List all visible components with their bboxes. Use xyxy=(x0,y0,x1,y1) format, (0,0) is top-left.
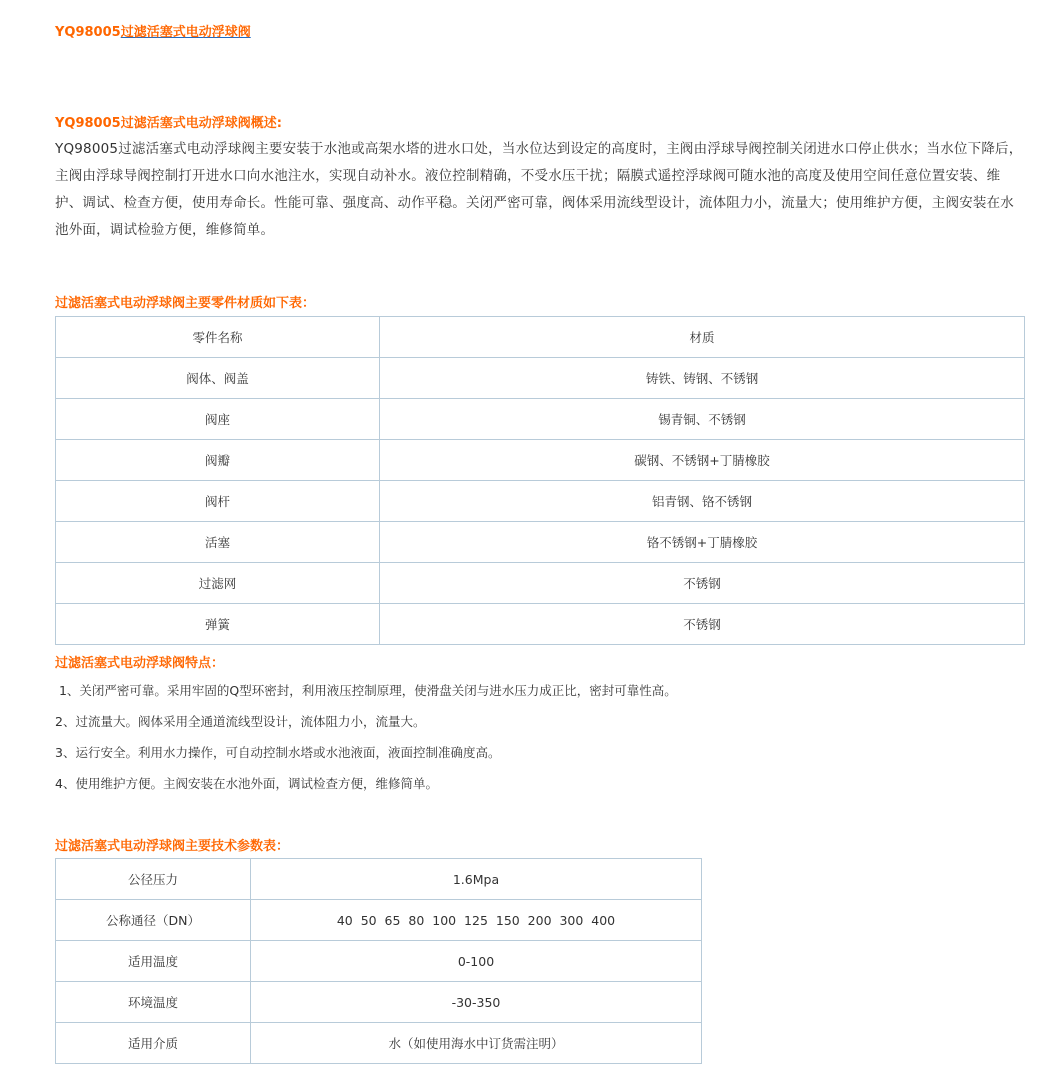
spec-value-cell: 40 50 65 80 100 125 150 200 300 400 xyxy=(251,900,702,941)
table-row xyxy=(56,522,1025,563)
header-part-name: 零件名称 xyxy=(56,317,380,358)
spec-value-cell: 1.6Mpa xyxy=(251,859,702,900)
spec-value-cell: -30-350 xyxy=(251,982,702,1023)
specs-heading: 过滤活塞式电动浮球阀主要技术参数表： xyxy=(55,839,290,854)
feature-item: 2、过流量大。阀体采用全通道流线型设计，流体阻力小，流量大。 xyxy=(55,714,426,729)
table-row xyxy=(56,440,1025,481)
material-cell: 铝青钢、铬不锈钢 xyxy=(380,481,1025,522)
table-row xyxy=(56,859,702,900)
part-name-cell: 活塞 xyxy=(56,522,380,563)
features-heading: 过滤活塞式电动浮球阀特点： xyxy=(55,656,225,671)
part-name-cell: 阀杆 xyxy=(56,481,380,522)
table-row xyxy=(56,399,1025,440)
material-cell: 铬不锈钢+丁腈橡胶 xyxy=(380,522,1025,563)
table-row xyxy=(56,982,702,1023)
spec-label-cell: 适用温度 xyxy=(56,941,251,982)
table-row xyxy=(56,358,1025,399)
materials-table xyxy=(55,316,1025,645)
table-row xyxy=(56,941,702,982)
table-row xyxy=(56,563,1025,604)
header-material: 材质 xyxy=(380,317,1025,358)
part-name-cell: 弹簧 xyxy=(56,604,380,645)
table-row xyxy=(56,604,1025,645)
table-header-row xyxy=(56,317,1025,358)
overview-paragraph: YQ98005过滤活塞式电动浮球阀主要安装于水池或高架水塔的进水口处，当水位达到设定的高度时，主阀由浮球导阀控制关闭进水口停止供水；当水位下降后，主阀由浮球导阀控制打开进水口向水池注水，实现自动补水。液位控制精确，不受水压干扰；隔膜式遥控浮球阀可随水池的高度及使用空间任意位置安装、维护、调试、检查方便，使用寿命长。性能可靠、强度高、动作平稳。关闭严密可靠，阀体采用流线型设计，流体阻力小，流量大；使用维护方便，主阀安装在水池外面，调试检验方便，维修简单。 xyxy=(55,141,1023,238)
material-cell: 不锈钢 xyxy=(380,563,1025,604)
feature-item: 3、运行安全。利用水力操作，可自动控制水塔或水池液面，液面控制准确度高。 xyxy=(55,745,501,760)
spec-label-cell: 公径压力 xyxy=(56,859,251,900)
part-name-cell: 阀座 xyxy=(56,399,380,440)
title-link[interactable]: 过滤活塞式电动浮球阀 xyxy=(120,25,251,40)
part-name-cell: 过滤网 xyxy=(56,563,380,604)
feature-item: 4、使用维护方便。主阀安装在水池外面，调试检查方便，维修简单。 xyxy=(55,776,438,791)
spec-value-cell: 0-100 xyxy=(251,941,702,982)
title-prefix: YQ98005 xyxy=(55,25,121,40)
material-cell: 铸铁、铸钢、不锈钢 xyxy=(380,358,1025,399)
part-name-cell: 阀体、阀盖 xyxy=(56,358,380,399)
spec-label-cell: 环境温度 xyxy=(56,982,251,1023)
spec-label-cell: 公称通径（DN） xyxy=(56,900,251,941)
materials-heading: 过滤活塞式电动浮球阀主要零件材质如下表： xyxy=(55,296,316,311)
table-row xyxy=(56,481,1025,522)
overview-heading: YQ98005过滤活塞式电动浮球阀概述: xyxy=(55,116,282,131)
specs-table xyxy=(55,858,702,1064)
feature-item: 1、关闭严密可靠。采用牢固的Q型环密封，利用液压控制原理，使滑盘关闭与进水压力成正比，密封可靠性高。 xyxy=(55,683,677,698)
table-row xyxy=(56,1023,702,1064)
material-cell: 锡青铜、不锈钢 xyxy=(380,399,1025,440)
table-row xyxy=(56,900,702,941)
page-title xyxy=(55,21,251,40)
material-cell: 不锈钢 xyxy=(380,604,1025,645)
spec-value-cell: 水（如使用海水中订货需注明） xyxy=(251,1023,702,1064)
part-name-cell: 阀瓣 xyxy=(56,440,380,481)
spec-label-cell: 适用介质 xyxy=(56,1023,251,1064)
material-cell: 碳钢、不锈钢+丁腈橡胶 xyxy=(380,440,1025,481)
